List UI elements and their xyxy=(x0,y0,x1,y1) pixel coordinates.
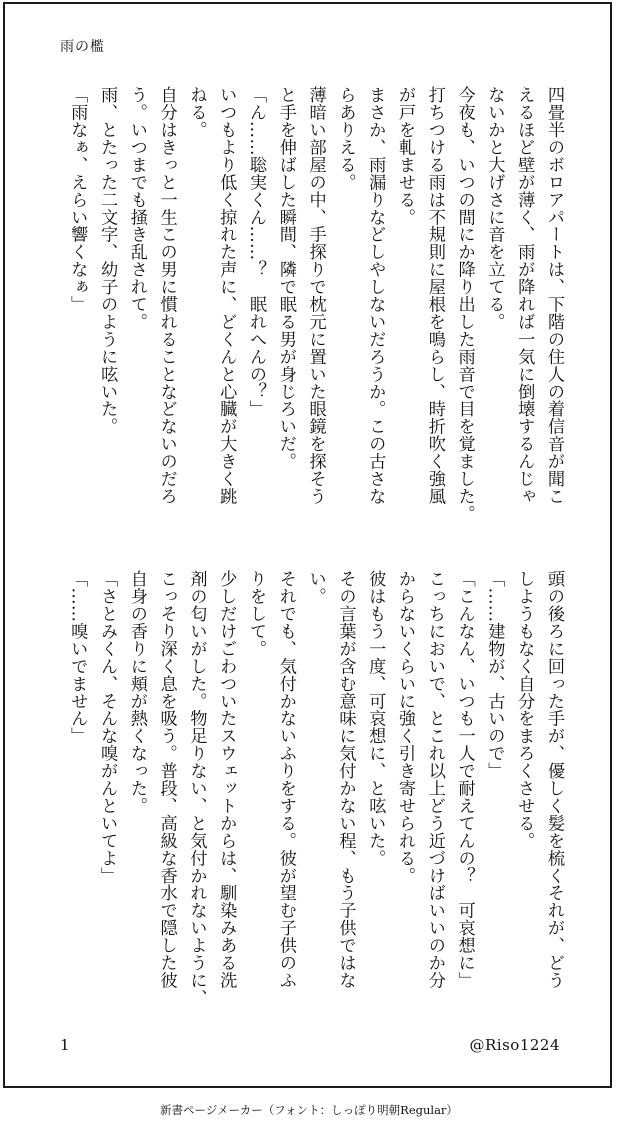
text-line: が戸を軋ませる。 xyxy=(395,86,416,226)
text-line: 頭の後ろに回った手が、優しく髪を梳くそれが、どう xyxy=(544,570,564,989)
footer-credit: 新書ページメーカー（フォント：しっぽり明朝Regular） xyxy=(160,1103,458,1117)
text-line: その言葉が含む意味に気付かない程、もう子供ではな xyxy=(335,570,356,989)
text-line: 自身の香りに頬が熱くなった。 xyxy=(126,570,147,815)
text-line: まさか、雨漏りなどしやしないだろうか。この古さな xyxy=(365,86,386,505)
text-line: 剤の匂いがした。物足りない、と気付かれないように、 xyxy=(186,570,207,1007)
text-line: ねる。 xyxy=(186,86,207,139)
text-block-bottom xyxy=(61,570,568,1018)
text-line: 少しだけごわついたスウェットからは、馴染みある洗 xyxy=(216,570,237,989)
text-line: 四畳半のボロアパートは、下階の住人の着信音が聞こ xyxy=(544,86,564,505)
text-line: 「ん……聡実くん……？ 眠れへんの？」 xyxy=(246,86,267,418)
author-handle: @Riso1224 xyxy=(469,1036,560,1054)
text-line: りをして。 xyxy=(246,570,267,658)
text-line: 「さとみくん、そんな嗅がんといてよ」 xyxy=(97,570,118,885)
text-line: 彼はもう一度、可哀想に、と呟いた。 xyxy=(365,570,386,867)
text-line: 「こんなん、いつも一人で耐えてんの？ 可哀想に」 xyxy=(454,570,475,989)
text-line: らありえる。 xyxy=(335,86,356,191)
text-line: う。いつまでも掻き乱されて。 xyxy=(126,86,147,331)
text-line: 「……建物が、古いので」 xyxy=(484,570,505,780)
text-line: 「……嗅いでません」 xyxy=(67,570,88,745)
text-line: からないくらいに強く引き寄せられる。 xyxy=(395,570,416,885)
text-line: しようもなく自分をまろくさせる。 xyxy=(514,570,535,850)
text-line: 「雨なぁ、えらい響くなぁ」 xyxy=(67,86,88,313)
story-title: 雨の檻 xyxy=(60,39,105,55)
text-line: 雨、とたった二文字、幼子のように呟いた。 xyxy=(97,86,118,435)
text-line: ないかと大げさに音を立てる。 xyxy=(484,86,505,331)
text-line: えるほど壁が薄く、雨が降れば一気に倒壊するんじゃ xyxy=(514,86,535,505)
text-line: と手を伸ばした瞬間、隣で眠る男が身じろいだ。 xyxy=(275,86,296,470)
text-line: 薄暗い部屋の中、手探りで枕元に置いた眼鏡を探そう xyxy=(305,86,326,505)
text-line: いつもより低く掠れた声に、どくんと心臓が大きく跳 xyxy=(216,86,237,505)
text-line: い。 xyxy=(305,570,326,605)
text-line: 打ちつける雨は不規則に屋根を鳴らし、時折吹く強風 xyxy=(424,86,445,505)
text-line: こっちにおいで、とこれ以上どう近づけばいいのか分 xyxy=(424,570,445,989)
text-line: 自分はきっと一生この男に慣れることなどないのだろ xyxy=(156,86,177,505)
text-line: こっそり深く息を吸う。普段、高級な香水で隠した彼 xyxy=(156,570,177,989)
text-block-top xyxy=(61,86,568,538)
page-number: 1 xyxy=(60,1036,70,1054)
text-line: 今夜も、いつの間にか降り出した雨音で目を覚ました。 xyxy=(454,86,475,523)
text-line: それでも、気付かないふりをする。彼が望む子供のふ xyxy=(275,570,296,989)
